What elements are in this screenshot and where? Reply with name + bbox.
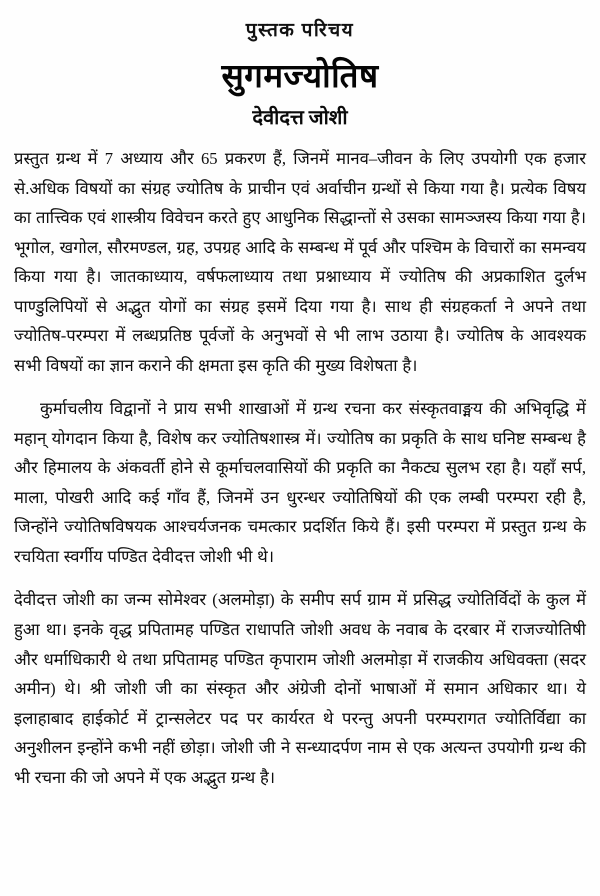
paragraph-1: प्रस्तुत ग्रन्थ में 7 अध्याय और 65 प्रकरण हैं, जिनमें मानव–जीवन के लिए उपयोगी एक हजार से.अधिक विषयों का संग्रह ज्योतिष के प्राचीन एवं अर्वाचीन ग्रन्थों से किया गया है। प्रत्येक विषय का तात्त्विक एवं शास्त्रीय विवेचन करते हुए आधुनिक सिद्धान्तों से उसका सामञ्जस्य किया गया है। भूगोल, खगोल, सौरमण्डल, ग्रह, उपग्रह आदि के सम्बन्ध में पूर्व और पश्चिम के विचारों का समन्वय किया गया है। जातकाध्याय, वर्षफलाध्याय तथा प्रश्नाध्याय में ज्योतिष की अप्रकाशित दुर्लभ पाण्डुलिपियों से अद्भुत योगों का संग्रह इसमें दिया गया है। साथ ही संग्रहकर्ता ने अपने तथा ज्योतिष-परम्परा में लब्धप्रतिष्ठ पूर्वजों के अनुभवों से भी लाभ उठाया है। ज्योतिष के आवश्यक सभी विषयों का ज्ञान कराने की क्षमता इस कृति की मुख्य विशेषता है।: [14, 149, 586, 375]
body-text: [14, 144, 586, 792]
paragraph-3: देवीदत्त जोशी का जन्म सोमेश्वर (अलमोड़ा) के समीप सर्प ग्राम में प्रसिद्ध ज्योतिर्विदों के कुल में हुआ था। इनके वृद्ध प्रपितामह पण्डित राधापति जोशी अवध के नवाब के दरबार में राजज्योतिषी और धर्माधिकारी थे तथा प्रपितामह पण्डित कृपाराम जोशी अलमोड़ा में राजकीय अधिवक्ता (सदर अमीन) थे। श्री जोशी जी का संस्कृत और अंग्रेजी दोनों भाषाओं में समान अधिकार था। ये इलाहाबाद हाईकोर्ट में ट्रान्सलेटर पद पर कार्यरत थे परन्तु अपनी परम्परागत ज्योतिर्विद्या का अनुशीलन इन्होंने कभी नहीं छोड़ा। जोशी जी ने सन्ध्यादर्पण नाम से एक अत्यन्त उपयोगी ग्रन्थ की भी रचना की जो अपने में एक अद्भुत ग्रन्थ है।: [14, 590, 586, 787]
page-kicker: पुस्तक परिचय: [245, 20, 355, 41]
paragraph-2: कुर्माचलीय विद्वानों ने प्राय सभी शाखाओं में ग्रन्थ रचना कर संस्कृतवाङ्मय की अभिवृद्धि में महान् योगदान किया है, विशेष कर ज्योतिषशास्त्र में। ज्योतिष का प्रकृति के साथ घनिष्ट सम्बन्ध है और हिमालय के अंकवर्ती होने से कूर्माचलवासियों की प्रकृति का नैकट्य सुलभ रहा है। यहाँ सर्प, माला, पोखरी आदि कई गाँव हैं, जिनमें उन धुरन्धर ज्योतिषियों की एक लम्बी परम्परा रही है, जिन्होंने ज्योतिषविषयक आश्चर्यजनक चमत्कार प्रदर्शित किये हैं। इसी परम्परा में प्रस्तुत ग्रन्थ के रचयिता स्वर्गीय पण्डित देवीदत्त जोशी भी थे।: [14, 399, 586, 566]
page-title: सुगमज्योतिष: [221, 59, 379, 95]
author-name: देवीदत्त जोशी: [252, 107, 348, 129]
